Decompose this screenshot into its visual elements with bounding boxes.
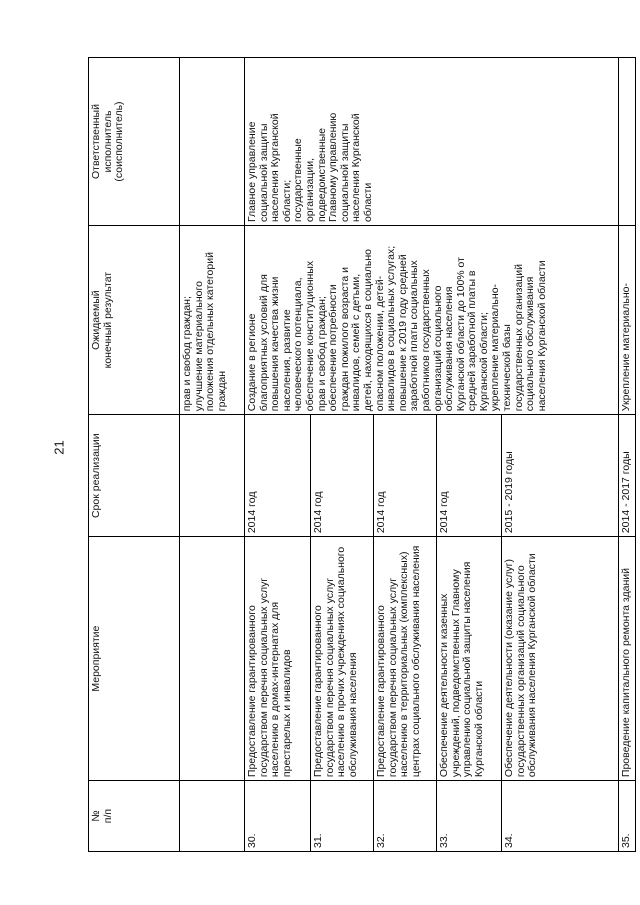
cell-text-line: государством перечня социальных услуг bbox=[386, 577, 399, 778]
cell-text-line: Мероприятие bbox=[90, 625, 102, 692]
table-row-continuation bbox=[180, 58, 245, 852]
cell-text-line: населения Курганской bbox=[269, 113, 282, 223]
table-row bbox=[619, 58, 636, 852]
cell-activity bbox=[180, 537, 245, 781]
cell-num: 31. bbox=[311, 781, 374, 852]
cell-activity bbox=[245, 537, 311, 781]
table-row bbox=[245, 58, 311, 852]
cell-activity bbox=[311, 537, 374, 781]
cell-text-line: обеспечение конституционных bbox=[303, 260, 316, 412]
cell-text-line: конечный результат bbox=[101, 271, 114, 369]
cell-text-line: государственных организаций bbox=[512, 263, 525, 412]
cell-term: 2014 год bbox=[437, 415, 502, 537]
cell-text-line: области bbox=[361, 182, 374, 223]
cell-text-line: престарелых и инвалидов bbox=[280, 649, 293, 778]
rotated-page-content bbox=[88, 57, 632, 852]
cell-executor bbox=[619, 58, 636, 226]
cell-executor-merged bbox=[245, 58, 619, 226]
cell-text-line: населению в прочих учреждениях социального bbox=[335, 546, 348, 778]
cell-text-line: Предоставление гарантированного bbox=[246, 605, 258, 778]
program-activities-table bbox=[88, 57, 636, 852]
cell-text-line: социальной защиты bbox=[338, 123, 351, 223]
header-term bbox=[89, 415, 180, 537]
cell-text-line: подведомственные bbox=[315, 128, 328, 223]
cell-text-line: прав и свобод граждан; bbox=[181, 296, 193, 412]
cell-text-line: Главному управлению bbox=[327, 112, 340, 223]
cell-text-line: исполнитель bbox=[101, 110, 114, 173]
cell-executor bbox=[180, 58, 245, 226]
cell-text-line: населения Курганской bbox=[350, 113, 363, 223]
cell-activity bbox=[437, 537, 502, 781]
cell-text-line: Курганской области до 100% от bbox=[454, 257, 467, 412]
cell-text-line: опасном положении, детей- bbox=[373, 275, 386, 412]
cell-text-line: повышение к 2019 году средней bbox=[396, 254, 409, 412]
cell-result-merged bbox=[245, 226, 619, 415]
cell-text-line: Курганской области bbox=[472, 680, 485, 778]
cell-text-line: обслуживания населения Курганской области bbox=[526, 553, 539, 778]
cell-text-line: человеческого потенциала, bbox=[292, 277, 305, 412]
cell-activity bbox=[374, 537, 437, 781]
cell-text-line: населению в домах-интернатах для bbox=[269, 601, 282, 778]
cell-result bbox=[619, 226, 636, 415]
cell-activity bbox=[619, 537, 636, 781]
cell-text-line: инвалидов в социальных услугах; bbox=[385, 245, 398, 412]
cell-text-line: государственных организаций социального bbox=[514, 565, 527, 778]
cell-num: 30. bbox=[245, 781, 311, 852]
cell-num bbox=[180, 781, 245, 852]
table-header-row bbox=[89, 58, 180, 852]
cell-text-line: граждан bbox=[215, 370, 228, 412]
cell-text-line: организации, bbox=[303, 157, 316, 223]
cell-text-line: работников государственных bbox=[419, 269, 432, 412]
header-executor bbox=[89, 58, 180, 226]
cell-text-line: социального обслуживания bbox=[524, 276, 537, 412]
cell-term: 2015 - 2019 годы bbox=[502, 415, 619, 537]
header-result bbox=[89, 226, 180, 415]
cell-text-line: центрах социального обслуживания населения bbox=[409, 545, 422, 778]
cell-text-line: Ответственный bbox=[90, 104, 102, 180]
cell-text-line: № bbox=[90, 810, 102, 822]
cell-text-line: области; bbox=[280, 179, 293, 223]
page-number: 21 bbox=[51, 440, 67, 455]
cell-text-line: населению в территориальных (комплексных) bbox=[398, 551, 411, 778]
cell-text-line: технической базы bbox=[501, 324, 514, 412]
cell-text-line: Курганской области; bbox=[477, 312, 490, 412]
cell-text-line: государством перечня социальных услуг bbox=[257, 577, 270, 778]
cell-text-line: повышения качества жизни bbox=[269, 276, 282, 412]
cell-num: 35. bbox=[619, 781, 636, 852]
cell-text-line: Укрепление материально- bbox=[620, 283, 632, 412]
cell-text-line: Срок реализации bbox=[90, 433, 102, 519]
cell-text-line: прав и свобод граждан; bbox=[315, 296, 328, 412]
cell-term: 2014 год bbox=[311, 415, 374, 537]
cell-text-line: Предоставление гарантированного bbox=[375, 605, 387, 778]
cell-term: 2014 год bbox=[374, 415, 437, 537]
cell-text-line: организаций социального bbox=[431, 285, 444, 412]
cell-text-line: Проведение капитального ремонта зданий bbox=[620, 567, 632, 778]
cell-num: 33. bbox=[437, 781, 502, 852]
cell-text-line: Обеспечение деятельности казенных bbox=[438, 593, 450, 778]
cell-text-line: государством перечня социальных услуг bbox=[323, 577, 336, 778]
cell-term bbox=[180, 415, 245, 537]
cell-text-line: Ожидаемый bbox=[90, 290, 102, 350]
cell-text-line: обслуживания населения bbox=[346, 652, 359, 778]
cell-text-line: Обеспечение деятельности (оказание услуг) bbox=[503, 559, 515, 778]
cell-text-line: населения, развитие bbox=[280, 309, 293, 412]
cell-text-line: управлению социальной защиты населения bbox=[461, 561, 474, 778]
cell-text-line: улучшение материального bbox=[192, 281, 205, 412]
cell-term: 2014 год bbox=[245, 415, 311, 537]
cell-num: 34. bbox=[502, 781, 619, 852]
cell-text-line: заработной платы социальных bbox=[408, 260, 421, 412]
cell-text-line: Предоставление гарантированного bbox=[312, 605, 324, 778]
cell-num: 32. bbox=[374, 781, 437, 852]
cell-text-line: Создание в регионе bbox=[246, 313, 258, 412]
header-num bbox=[89, 781, 180, 852]
cell-text-line: укрепление материально- bbox=[489, 283, 502, 412]
cell-result bbox=[180, 226, 245, 415]
cell-text-line: граждан пожилого возраста и bbox=[338, 267, 351, 412]
cell-term: 2014 - 2017 годы bbox=[619, 415, 636, 537]
cell-text-line: обслуживания населения bbox=[443, 286, 456, 412]
cell-text-line: средней заработной платы в bbox=[466, 270, 479, 412]
cell-text-line: детей, находящихся в социально bbox=[361, 249, 374, 412]
cell-text-line: учреждений, подведомственных Главному bbox=[449, 569, 462, 778]
cell-text-line: социальной защиты bbox=[257, 123, 270, 223]
cell-text-line: благоприятных условий для bbox=[257, 274, 270, 412]
cell-text-line: обеспечение потребности bbox=[327, 284, 340, 412]
cell-text-line: положения отдельных категорий bbox=[204, 252, 217, 412]
cell-text-line: населения Курганской области bbox=[535, 260, 548, 412]
header-activity bbox=[89, 537, 180, 781]
cell-text-line: инвалидов, семей с детьми, bbox=[350, 273, 363, 412]
cell-text-line: Главное управление bbox=[246, 121, 258, 223]
cell-text-line: (соисполнитель) bbox=[113, 101, 126, 182]
cell-text-line: п/п bbox=[101, 808, 114, 824]
cell-activity bbox=[502, 537, 619, 781]
cell-text-line: государственные bbox=[292, 138, 305, 223]
